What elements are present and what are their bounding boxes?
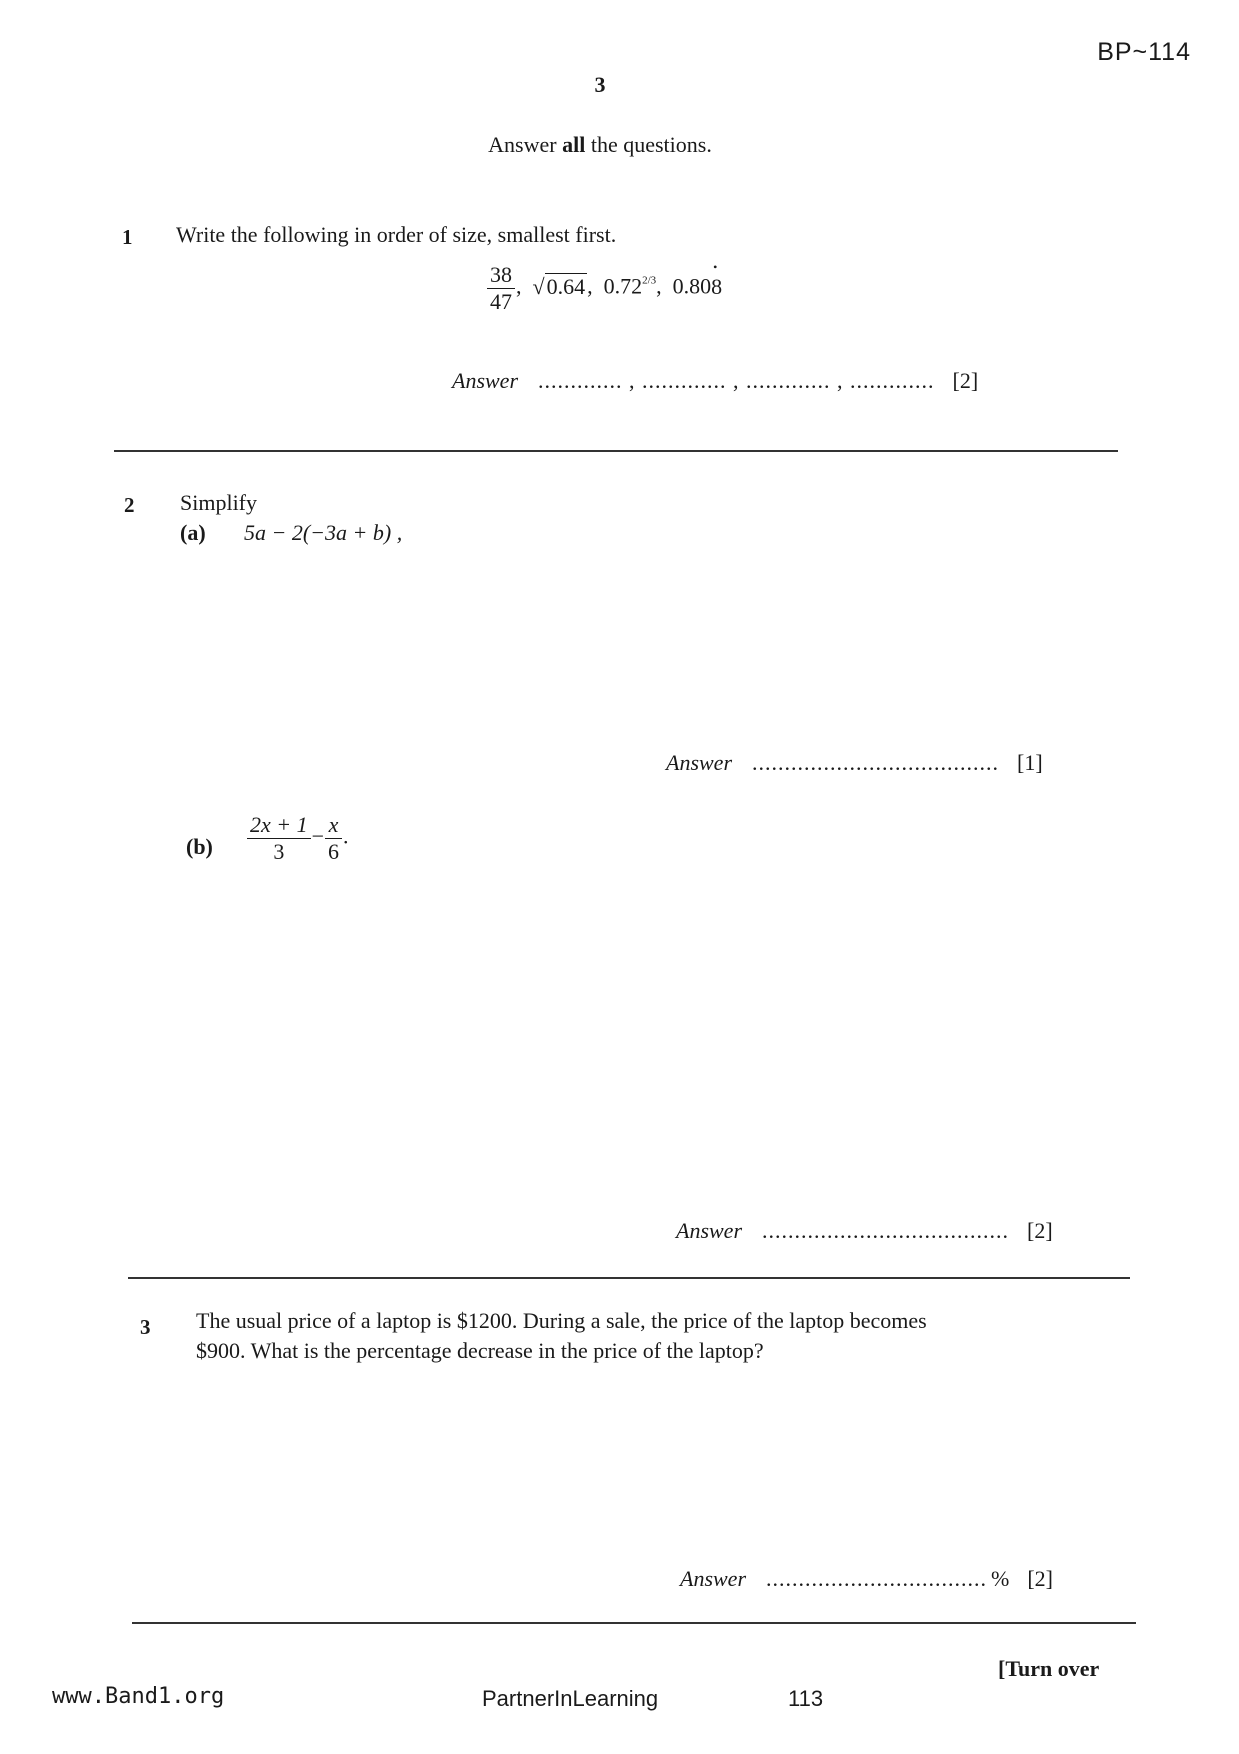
q2a-marks: [1] — [1017, 750, 1043, 775]
sheet-number: 113 — [788, 1686, 824, 1711]
q2a-answer-line — [666, 750, 1043, 776]
q3-text-line-1: The usual price of a laptop is $1200. During a sale, the price of the laptop becomes — [196, 1308, 927, 1333]
divider-1 — [114, 450, 1118, 452]
q2a-answer-field[interactable]: ...................................... — [752, 750, 999, 775]
q1-marks: [2] — [952, 368, 979, 393]
q1-recurring-prefix: 0.80 — [672, 273, 712, 299]
q3-marks: [2] — [1027, 1566, 1053, 1591]
q2b-numerator-2: x — [325, 812, 342, 839]
q1-expression: $\frac{38}{47}$ , √0.64, $0.72^{2/3}$, 0.80• 8 — [486, 262, 722, 315]
divider-2 — [128, 1277, 1130, 1279]
q1-power-exponent: 2/3 — [642, 274, 657, 287]
q3-answer-label: Answer — [680, 1566, 746, 1591]
q2b-end: . — [343, 823, 349, 849]
q2b-operator: − — [311, 823, 325, 849]
q3-answer-unit: % — [991, 1566, 1010, 1591]
website-watermark: www.Band1.org — [52, 1684, 225, 1709]
q2a-answer-label: Answer — [666, 750, 732, 775]
q2b-numerator-1: 2x + 1 — [247, 812, 311, 839]
q3-number: 3 — [140, 1315, 151, 1339]
q2b-answer-label: Answer — [676, 1218, 742, 1243]
partner-label: PartnerInLearning — [482, 1686, 659, 1711]
q1-answer-label: Answer — [452, 368, 518, 393]
q1-number: 1 — [122, 225, 133, 249]
q2b-marks: [2] — [1027, 1218, 1053, 1243]
q1-sqrt-radicand: 0.64 — [546, 273, 586, 299]
q1-recurring-digit: • 8 — [711, 274, 722, 300]
q1-fraction-numerator: 38 — [487, 262, 515, 289]
divider-3 — [132, 1622, 1136, 1624]
instructions — [0, 132, 1200, 158]
instruction-text-2: the questions. — [585, 132, 712, 157]
q1-sqrt: √0.64 — [532, 273, 586, 299]
q2-text: Simplify — [180, 490, 258, 515]
q3-answer-line — [680, 1566, 1053, 1592]
q1-fraction-denominator: 47 — [490, 289, 512, 314]
paper-code: BP~114 — [1097, 38, 1191, 66]
q2b-denominator-1: 3 — [273, 839, 285, 864]
q2b-label: (b) — [186, 834, 213, 859]
turn-over-label: [Turn over — [998, 1656, 1100, 1681]
q1-answer-field[interactable]: ............. , ............. , ............. , ............. — [538, 368, 935, 393]
q2-number: 2 — [124, 493, 135, 517]
q2a-expression: 5a − 2(−3a + b) , — [244, 520, 403, 545]
q2b-answer-line — [676, 1218, 1053, 1244]
q2b-denominator-2: 6 — [328, 839, 340, 864]
q3-text-line-2: $900. What is the percentage decrease in the price of the laptop? — [196, 1338, 764, 1363]
q3-answer-field[interactable]: .................................. — [766, 1566, 987, 1591]
instruction-text-1: Answer — [488, 132, 563, 157]
q2b-answer-field[interactable]: ...................................... — [762, 1218, 1009, 1243]
page-number: 3 — [594, 72, 606, 97]
instruction-bold: all — [562, 132, 586, 157]
q1-power-base: 0.72 — [603, 273, 643, 299]
q1-answer-line — [452, 368, 978, 394]
q2a-label: (a) — [180, 520, 206, 545]
q2b-fraction-1 — [247, 812, 311, 865]
q1-text: Write the following in order of size, smallest first. — [176, 222, 617, 247]
q2b-expression — [246, 812, 349, 865]
q1-fraction — [487, 262, 515, 315]
q2b-fraction-2 — [325, 812, 342, 865]
